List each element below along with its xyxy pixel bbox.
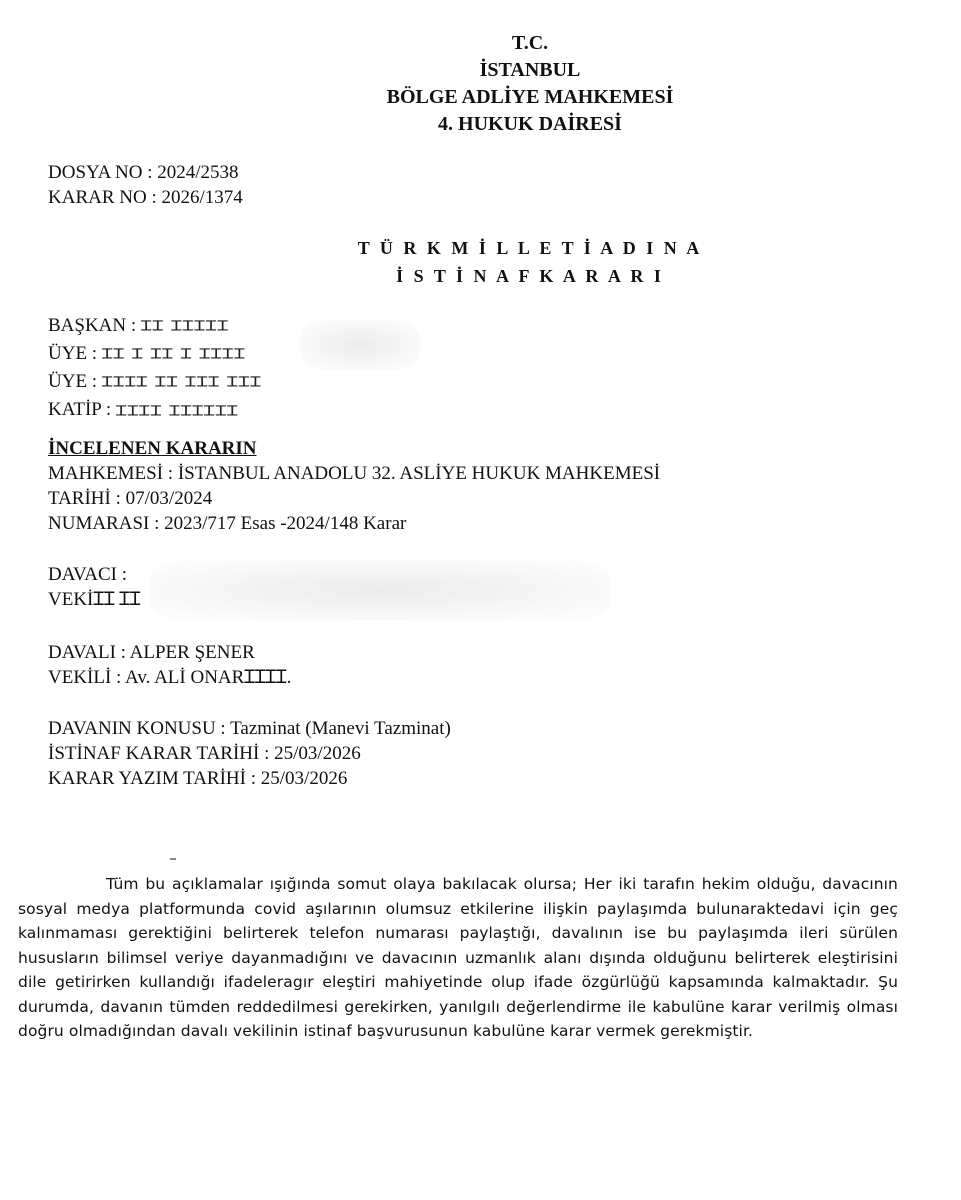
uye2-redacted: ꞮꞮꞮꞮ ꞮꞮ ꞮꞮꞮ ꞮꞮꞮ [101,374,262,391]
case-subject: DAVANIN KONUSU : Tazminat (Manevi Tazminat) [48,718,451,739]
davaci-vekil-row: VEKİꞮꞮ ꞮꞮ [48,589,141,610]
header-chamber: 4. HUKUK DAİRESİ [438,113,622,135]
court-header [300,30,760,138]
dosya-no: DOSYA NO : 2024/2538 [48,162,239,183]
davaci-row: DAVACI : [48,564,128,585]
scan-mark [170,858,176,860]
header-court: BÖLGE ADLİYE MAHKEMESİ [386,86,674,108]
katip-row [48,396,262,424]
reviewed-decision [48,436,660,536]
decision-title [300,234,760,290]
karar-no: KARAR NO : 2026/1374 [48,187,243,208]
davali-row: DAVALI : ALPER ŞENER [48,642,255,663]
title-line-1: T Ü R K M İ L L E T İ A D I N A [357,238,703,258]
uye2-label: ÜYE : [48,371,102,393]
writing-date: KARAR YAZIM TARİHİ : 25/03/2026 [48,768,348,789]
uye2-row [48,368,262,396]
plaintiff-block [48,562,140,612]
redaction-smudge-plaintiff [150,560,610,620]
appeal-date: İSTİNAF KARAR TARİHİ : 25/03/2026 [48,743,361,764]
header-city: İSTANBUL [479,59,581,81]
reviewed-number: NUMARASI : 2023/717 Esas -2024/148 Karar [48,513,407,534]
panel-members [48,312,262,425]
title-line-2: İ S T İ N A F K A R A R I [396,266,664,286]
reviewed-heading: İNCELENEN KARARIN [48,438,257,459]
baskan-label: BAŞKAN : [48,315,141,336]
redaction-smudge [300,320,420,370]
baskan-redacted: ꞮꞮ ꞮꞮꞮꞮꞮ [140,318,229,335]
uye1-row [48,340,262,368]
case-details [48,716,451,791]
reviewed-date: TARİHİ : 07/03/2024 [48,488,213,509]
katip-label: KATİP : [48,399,116,421]
header-tc: T.C. [511,32,549,54]
uye1-redacted: ꞮꞮ Ɪ ꞮꞮ Ɪ ꞮꞮꞮꞮ [101,346,246,363]
uye1-label: ÜYE : [48,343,102,365]
davali-vekil-row: VEKİLİ : Av. ALİ ONARꞮꞮꞮꞮ. [48,667,292,688]
baskan-row [48,312,262,340]
decision-paragraph: Tüm bu açıklamalar ışığında somut olaya bakılacak olursa; Her iki tarafın hekim olduğu, davacının sosyal medya platformunda covid aşılarının olumsuz etkilerine ilişkin paylaşımda bulunaraktedavi için geç kalınmaması gerektiğini belirterek telefon numarası paylaştığı, davalının ise bu paylaşımda ileri sürülen hususların bilimsel veriye dayanmadığını ve davacının uzmanlık alanı dışında olduğunu belirterek eleştirisini dile getirirken kullandığı ifadeleragır eleştiri mahiyetinde olup ifade özgürlüğü kapsamında kalmaktadır. Şu durumda, davanın tümden reddedilmesi gerekirken, yanılgılı değerlendirme ile kabulüne karar verilmiş olması doğru olmadığından davalı vekilinin istinaf başvurusunun kabulüne karar vermek gerekmiştir. [18,875,898,1040]
reviewed-court: MAHKEMESİ : İSTANBUL ANADOLU 32. ASLİYE HUKUK MAHKEMESİ [48,463,661,484]
katip-redacted: ꞮꞮꞮꞮ ꞮꞮꞮꞮꞮꞮ [115,402,239,419]
defendant-block [48,640,291,690]
file-info [48,160,243,210]
